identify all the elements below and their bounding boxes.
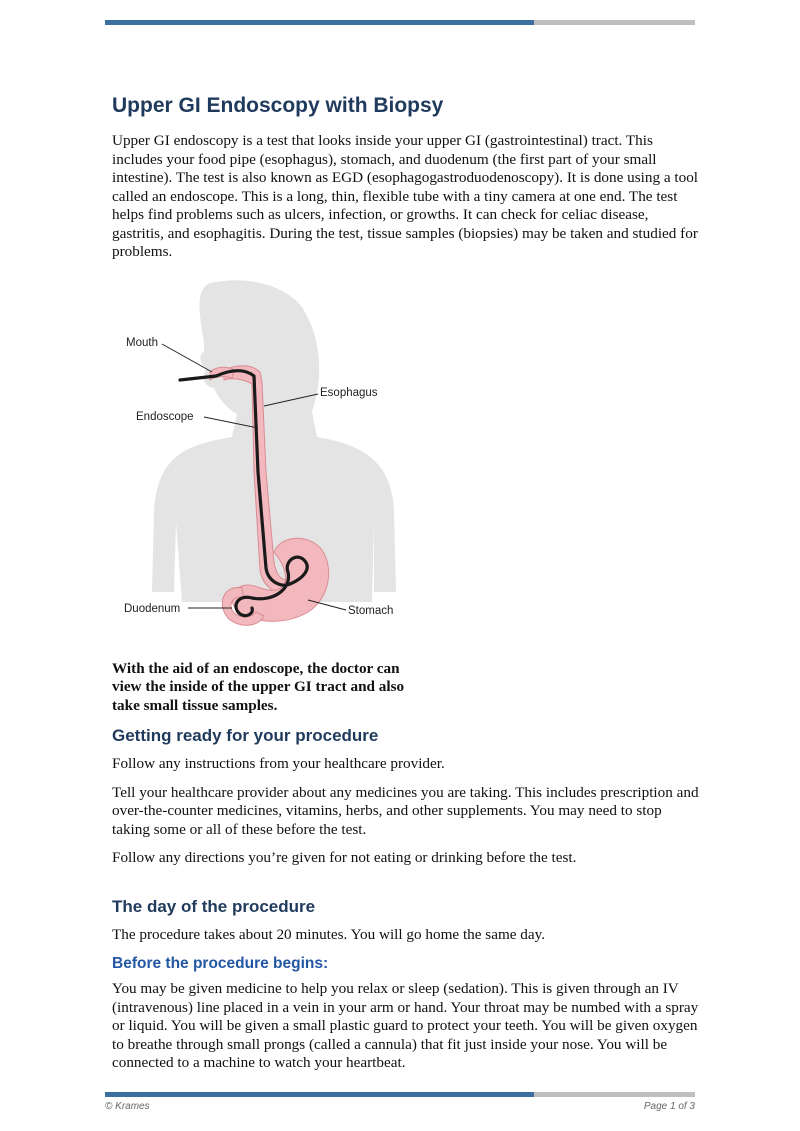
page-content bbox=[112, 92, 702, 1083]
label-endoscope: Endoscope bbox=[136, 410, 194, 423]
endoscopy-diagram bbox=[112, 272, 412, 652]
footer-page-number: Page 1 of 3 bbox=[643, 1101, 695, 1112]
page-footer bbox=[105, 1101, 695, 1112]
label-esophagus: Esophagus bbox=[320, 386, 378, 399]
footer-copyright: © Krames bbox=[105, 1101, 150, 1112]
figure-caption: With the aid of an endoscope, the doctor can view the inside of the upper GI tract and also take small tissue samples. bbox=[112, 659, 405, 714]
getting-ready-paragraph-3: Follow any directions you’re given for not eating or drinking before the test. bbox=[112, 849, 577, 866]
intro-paragraph: Upper GI endoscopy is a test that looks inside your upper GI (gastrointestinal) tract. This includes your food pipe (esophagus), stomach, and duodenum (the first part of your small intestine). The test is also known as EGD (esophagogastroduodenoscopy). It is done using a tool called an endoscope. This is a long, thin, flexible tube with a tiny camera at one end. The test helps find problems such as ulcers, infection, or growths. It can check for celiac disease, gastritis, and esophagitis. During the test, tissue samples (biopsies) may be taken and studied for problems. bbox=[112, 132, 699, 260]
body-silhouette bbox=[152, 280, 396, 602]
before-procedure-paragraph: You may be given medicine to help you relax or sleep (sedation). This is given through an IV (intravenous) line placed in a vein in your arm or hand. Your throat may be numbed with a spray or liquid. You will be given a small plastic guard to protect your teeth. You will be given oxygen to breathe through small prongs (called a cannula) that fit just inside your nose. You will be connected to a machine to watch your heartbeat. bbox=[112, 980, 699, 1071]
getting-ready-paragraph-1: Follow any instructions from your healthcare provider. bbox=[112, 755, 445, 772]
day-of-procedure-paragraph-1: The procedure takes about 20 minutes. You will go home the same day. bbox=[112, 925, 546, 943]
section-heading-day-of-procedure: The day of the procedure bbox=[112, 896, 316, 916]
label-duodenum: Duodenum bbox=[124, 602, 181, 615]
section-heading-getting-ready: Getting ready for your procedure bbox=[112, 726, 379, 745]
page-title: Upper GI Endoscopy with Biopsy bbox=[112, 94, 444, 117]
bottom-rule bbox=[105, 1092, 695, 1097]
getting-ready-paragraph-2: Tell your healthcare provider about any medicines you are taking. This includes prescription and over-the-counter medicines, vitamins, herbs, and other supplements. You may need to stop taking some or all of these before the test. bbox=[112, 783, 699, 838]
bottom-rule-blue bbox=[105, 1092, 534, 1097]
top-rule bbox=[105, 20, 695, 25]
endoscopy-illustration bbox=[112, 272, 412, 652]
label-mouth: Mouth bbox=[126, 336, 158, 349]
label-stomach: Stomach bbox=[348, 604, 394, 617]
top-rule-blue bbox=[105, 20, 534, 25]
bottom-rule-grey bbox=[534, 1092, 695, 1097]
subheading-before-procedure: Before the procedure begins: bbox=[112, 955, 329, 972]
top-rule-grey bbox=[534, 20, 695, 25]
